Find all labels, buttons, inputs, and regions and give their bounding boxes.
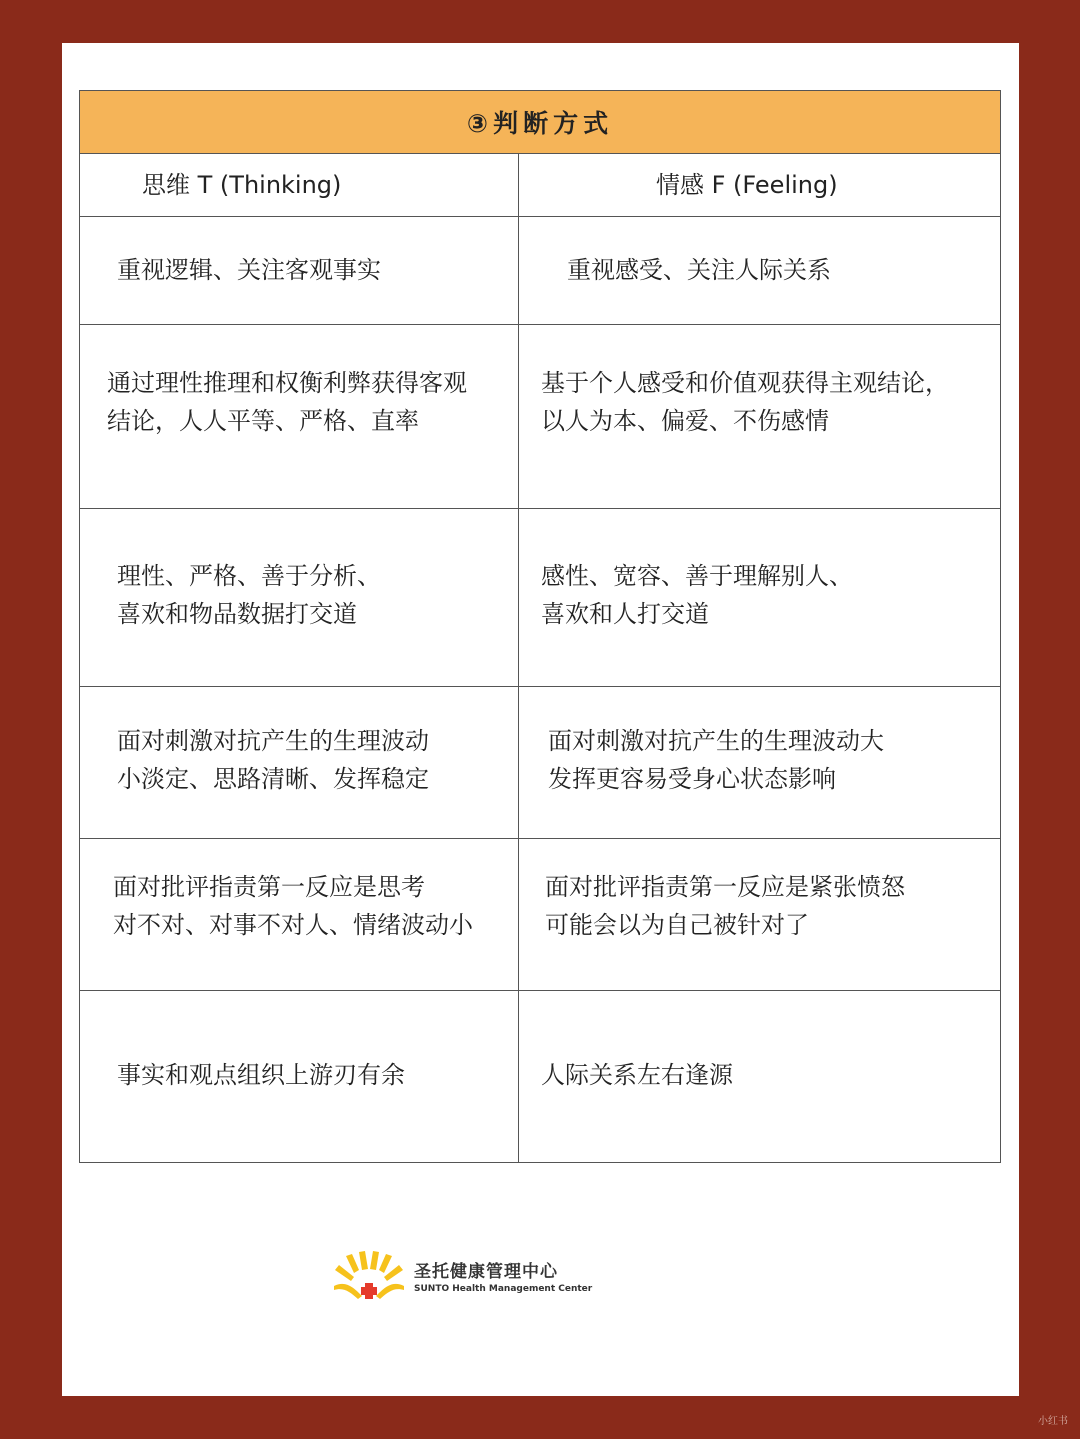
feeling-cell: 面对批评指责第一反应是紧张愤怒 可能会以为自己被针对了 [545,873,905,939]
thinking-cell: 理性、严格、善于分析、 喜欢和物品数据打交道 [80,509,519,686]
brand-name-en: SUNTO Health Management Center [414,1283,593,1294]
table-row [80,217,1000,325]
table-title: ③判断方式 [80,91,1000,154]
table-row [80,991,1000,1162]
table-row [80,509,1000,687]
sunto-logo-icon [332,1250,406,1300]
table-row [80,325,1000,509]
content-card [62,43,1019,1396]
comparison-table [79,90,1001,1163]
watermark: 小红书 [1038,1416,1068,1427]
header-row [80,154,1000,217]
thinking-cell: 通过理性推理和权衡利弊获得客观 结论，人人平等、严格、直率 [80,325,519,508]
feeling-cell: 人际关系左右逢源 [541,1061,733,1089]
feeling-cell: 面对刺激对抗产生的生理波动大 发挥更容易受身心状态影响 [548,727,884,793]
thinking-cell: 面对批评指责第一反应是思考 对不对、对事不对人、情绪波动小 [80,839,519,990]
thinking-cell: 重视逻辑、关注客观事实 [80,217,519,324]
thinking-cell: 面对刺激对抗产生的生理波动 小淡定、思路清晰、发挥稳定 [80,687,519,838]
thinking-cell: 事实和观点组织上游刃有余 [80,991,519,1162]
feeling-cell: 感性、宽容、善于理解别人、 喜欢和人打交道 [541,562,853,628]
header-thinking: 思维 T (Thinking) [80,154,519,216]
brand-text [414,1257,592,1294]
header-feeling: 情感 F (Feeling) [656,171,838,199]
brand-footer [332,1250,592,1300]
table-row [80,839,1000,991]
brand-name-cn: 圣托健康管理中心 [414,1261,558,1282]
feeling-cell: 基于个人感受和价值观获得主观结论， 以人为本、偏爱、不伤感情 [541,369,949,435]
feeling-cell: 重视感受、关注人际关系 [567,256,831,284]
table-row [80,687,1000,839]
